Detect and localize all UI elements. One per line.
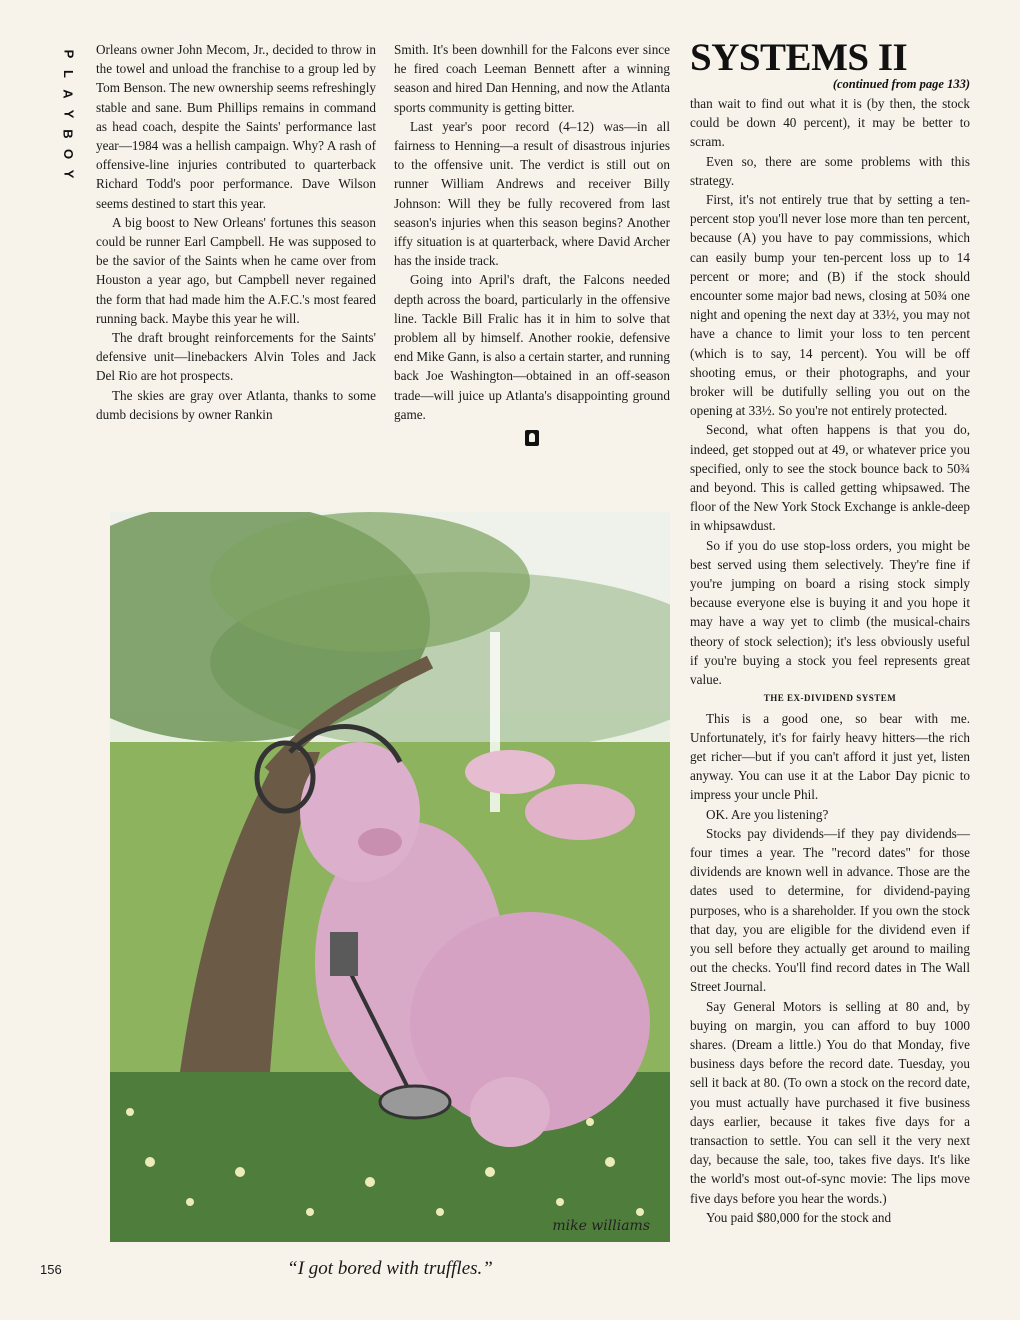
masthead-letter: P xyxy=(60,49,76,59)
masthead-letter: A xyxy=(60,89,76,99)
paragraph: Even so, there are some problems with this strategy. xyxy=(690,153,970,188)
paragraph: Smith. It's been downhill for the Falcons ever since he fired coach Leeman Bennett after a winning season and hired Dan Henning, and now the Atlanta sports community is getting bitter. xyxy=(394,42,670,115)
paragraph: This is a good one, so bear with me. Unfortunately, it's for fairly heavy hitters—the rich get richer—but if you can't afford it just yet, listen anyway. You can use it at the Labor Day picnic to impress your uncle Phil. xyxy=(690,710,970,803)
masthead-letter: B xyxy=(60,129,76,139)
paragraph: Orleans owner John Mecom, Jr., decided to throw in the towel and unload the franchise to a group led by Tom Benson. The new ownership seems refreshingly stable and sane. Bum Phillips remains in command as head coach, despite the Saints' performance last year—1984 was a hellish campaign. Why? A rash of offensive-line injuries contributed to quarterback Richard Todd's poor performance. Dave Wilson seems destined to start this year. xyxy=(96,42,376,211)
paragraph: So if you do use stop-loss orders, you might be best served using them selectively. They're fine if you're jumping on board a rising stock simply because everyone else is buying it and you hope it may have a way yet to climb (the musical-chairs theory of stock selection); it's less obviously useful if you're buying a stock you feel represents great value. xyxy=(690,537,970,688)
section-subhead: THE EX-DIVIDEND SYSTEM xyxy=(763,693,897,704)
paragraph: Stocks pay dividends—if they pay dividends—four times a year. The "record dates" for those dividends are known well in advance. Those are the dates used to determine, for dividend-paying purposes, who is a shareholder. If you own the stock that day, you are eligible for the dividend even if you sell before they actually get around to mailing out the checks. You'll find record dates in The Wall Street Journal. xyxy=(690,825,970,995)
pig-cartoon-drawing xyxy=(110,512,670,1242)
masthead-letter: L xyxy=(60,70,76,78)
continued-note: (continued from page 133) xyxy=(832,77,970,91)
paragraph: Last year's poor record (4–12) was—in all fairness to Henning—a result of disastrous injuries to the offensive unit. The verdict is still out on runner William Andrews and receiver Billy Johnson: Will they be fully recovered from last season's injuries when this season begins? Another iffy situation is at quarterback, where David Archer has the inside track. xyxy=(394,118,670,269)
paragraph: A big boost to New Orleans' fortunes this season could be runner Earl Campbell. He was supposed to be the savior of the Saints when he came over from Houston a year ago, but Campbell never regained the form that had made him the A.F.C.'s most feared running back. Maybe this year he will. xyxy=(96,214,376,326)
cartoon-illustration xyxy=(110,512,670,1242)
rabbit-head-end-icon xyxy=(525,430,539,446)
paragraph: First, it's not entirely true that by setting a ten-percent stop you'll never lose more than ten percent, because (A) you have to pay commissions, which can easily bump your ten-percent loss up to 14 percent or more; and (B) if the stock should encounter some major bad news, closing at 50¾ one night and opening the next day at 33½, you may not have a chance to limit your loss to ten percent (which is to say, 14 percent). You will be off shooting emus, or their photographs, and your broker will be dutifully selling you out on the opening at 33½. So you're not entirely protected. xyxy=(690,192,970,419)
masthead-letter: Y xyxy=(60,169,76,179)
paragraph: OK. Are you listening? xyxy=(706,806,829,822)
masthead-letter: Y xyxy=(60,109,76,119)
paragraph: Going into April's draft, the Falcons needed depth across the board, particularly in the offensive line. Tackle Bill Fralic has it in him to solve that problem all by himself. Another rookie, defensive end Mike Gann, is also a certain starter, and running back Joe Washington—obtained in an off-season trade—will juice up Atlanta's disappointing ground game. xyxy=(394,272,670,422)
paragraph: You paid $80,000 for the stock and xyxy=(706,1209,892,1225)
paragraph: The skies are gray over Atlanta, thanks to some dumb decisions by owner Rankin xyxy=(96,387,376,422)
paragraph: The draft brought reinforcements for the Saints' defensive unit—linebackers Alvin Toles and Jack Del Rio are hot prospects. xyxy=(96,330,376,384)
article-column-1 xyxy=(96,40,376,424)
artist-signature: mike williams xyxy=(552,1218,650,1234)
article-column-3 xyxy=(690,94,970,1227)
headline: SYSTEMS II xyxy=(690,36,908,79)
masthead-letter: O xyxy=(61,148,76,160)
article-column-2 xyxy=(394,40,670,446)
page-number: 156 xyxy=(40,1262,62,1277)
paragraph: than wait to find out what it is (by then, the stock could be down 40 percent), it may be better to scram. xyxy=(690,96,970,150)
vertical-masthead xyxy=(54,44,82,184)
cartoon-caption: “I got bored with truffles.” xyxy=(287,1258,493,1279)
paragraph: Say General Motors is selling at 80 and, by buying on margin, you can afford to buy 1000 shares. (Dream a little.) You do that Monday, five business days before the record date. Tuesday, you sell it back at 80. (To own a stock on the record date, you must actually have purchased it five business days earlier, because it takes five days for a transaction to settle. You can sell it the very next day, because the sale, too, takes five days. It's like the world's most out-of-sync movie: The lips move five days before you hear the words.) xyxy=(690,998,970,1206)
paragraph: Second, what often happens is that you do, indeed, get stopped out at 49, or whatever price you specified, only to see the stock bounce back to 50¾ and beyond. This is called getting whipsawed. The floor of the New York Stock Exchange is ankle-deep in whipsawdust. xyxy=(690,422,970,534)
